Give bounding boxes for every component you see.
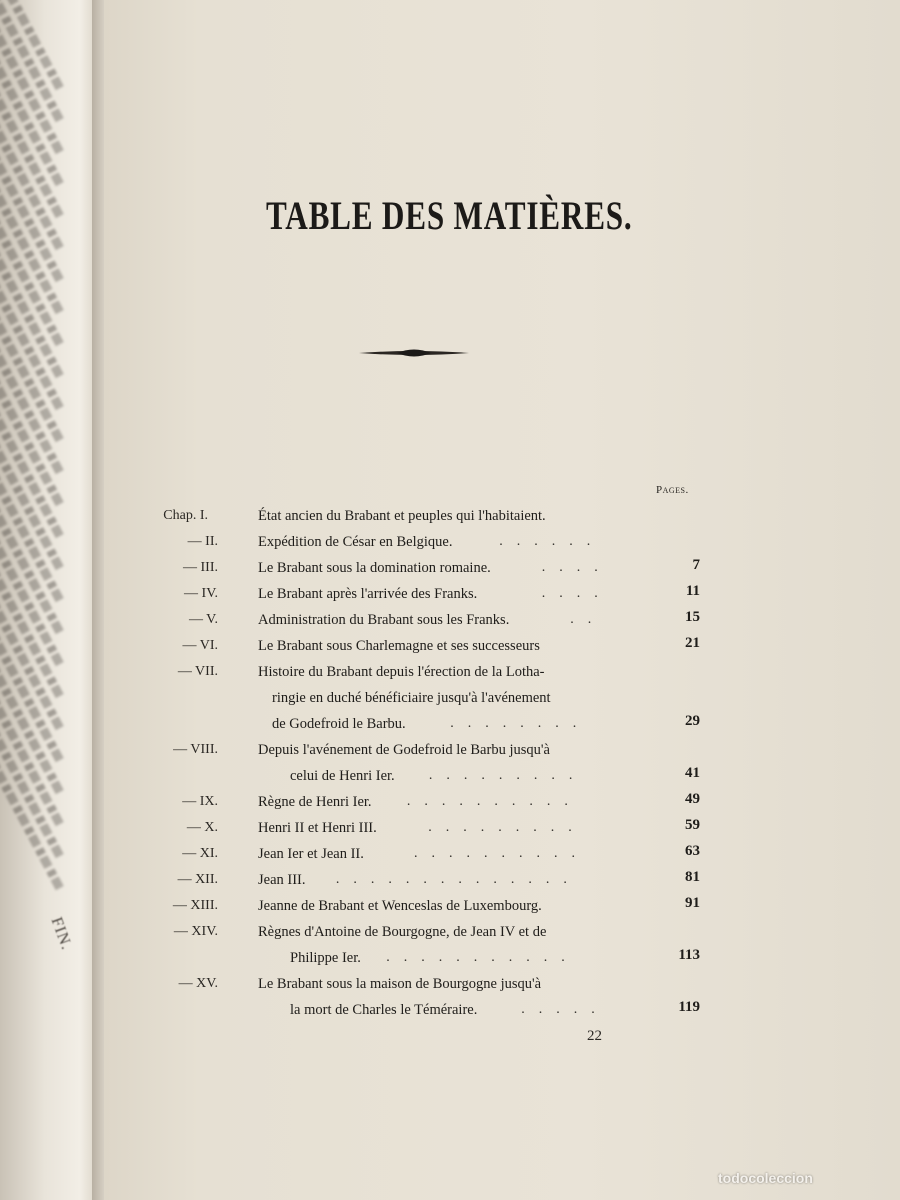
chapter-title-line: celui de Henri Ier. <box>290 768 395 784</box>
dot-leader: ..... <box>521 1002 609 1017</box>
chapter-number: — II. <box>187 534 218 549</box>
chapter-title-line: Règnes d'Antoine de Bourgogne, de Jean IV et de <box>258 924 547 940</box>
ornament-divider-icon <box>359 346 469 360</box>
page-number: 63 <box>685 843 700 859</box>
chapter-number: — XI. <box>182 846 218 861</box>
chapter-title-line: Philippe Ier. <box>290 950 361 966</box>
chapter-title-line: Depuis l'avénement de Godefroid le Barbu jusqu'à <box>258 742 550 758</box>
chapter-number: — XIV. <box>173 924 218 939</box>
page-number: 119 <box>678 999 700 1015</box>
chapter-title-line: ringie en duché bénéficiaire jusqu'à l'avénement <box>272 690 551 706</box>
chapter-title-line: de Godefroid le Barbu. <box>272 716 406 732</box>
watermark: todocoleccion <box>718 1170 813 1186</box>
page-number: 49 <box>685 791 700 807</box>
chapter-title-line: Le Brabant sous Charlemagne et ses successeurs <box>258 638 540 654</box>
page-number: 15 <box>685 609 700 625</box>
chapter-number: — XV. <box>178 976 218 991</box>
chapter-number: — VI. <box>182 638 218 653</box>
page-title: TABLE DES MATIÈRES. <box>266 193 633 238</box>
page-number: 29 <box>685 713 700 729</box>
chapter-title-line: Jean III. <box>258 872 306 888</box>
chapter-number: — XII. <box>177 872 218 887</box>
dot-leader: ........ <box>450 716 591 731</box>
right-page <box>104 0 900 1200</box>
dot-leader: ........... <box>386 950 579 965</box>
chapter-title-line: Administration du Brabant sous les Franks. <box>258 612 510 628</box>
dot-leader: .............. <box>335 872 581 887</box>
chapter-title-line: Henri II et Henri III. <box>258 820 377 836</box>
page-number: 81 <box>685 869 700 885</box>
chapter-title-line: État ancien du Brabant et peuples qui l'habitaient. <box>258 508 546 524</box>
signature-number: 22 <box>587 1028 602 1044</box>
chapter-number: Chap. I. <box>163 508 208 523</box>
chapter-title-line: la mort de Charles le Téméraire. <box>290 1002 478 1018</box>
chapter-number: — V. <box>188 612 218 627</box>
page-number: 91 <box>685 895 700 911</box>
dot-leader: .... <box>541 560 612 575</box>
chapter-title-line: Jeanne de Brabant et Wenceslas de Luxembourg. <box>258 898 542 914</box>
chapter-number: — VIII. <box>173 742 218 757</box>
chapter-number: — IX. <box>182 794 218 809</box>
dot-leader: .... <box>541 586 612 601</box>
dot-leader: ......... <box>428 820 586 835</box>
page-number: 59 <box>685 817 700 833</box>
pages-column-label: Pages. <box>656 484 689 496</box>
chapter-title-line: Jean Ier et Jean II. <box>258 846 364 862</box>
dot-leader: .......... <box>414 846 589 861</box>
page-number: 7 <box>692 557 700 573</box>
chapter-number: — XIII. <box>172 898 218 913</box>
page-number: 21 <box>685 635 700 651</box>
chapter-title-line: Histoire du Brabant depuis l'érection de la Lotha- <box>258 664 545 680</box>
chapter-title-line: Le Brabant après l'arrivée des Franks. <box>258 586 478 602</box>
chapter-number: — IV. <box>184 586 218 601</box>
left-page-fin: FIN. <box>47 915 76 953</box>
chapter-title-line: Expédition de César en Belgique. <box>258 534 453 550</box>
chapter-number: — VII. <box>177 664 218 679</box>
chapter-number: — III. <box>183 560 218 575</box>
chapter-number: — X. <box>186 820 218 835</box>
chapter-title-line: Règne de Henri Ier. <box>258 794 372 810</box>
dot-leader: .. <box>570 612 606 627</box>
dot-leader: .......... <box>406 794 582 809</box>
dot-leader: ......... <box>428 768 587 783</box>
dot-leader: ...... <box>499 534 605 549</box>
chapter-title-line: Le Brabant sous la domination romaine. <box>258 560 491 576</box>
page-number: 11 <box>685 583 700 599</box>
page-number: 113 <box>678 947 700 963</box>
left-page-bleed <box>0 0 100 1200</box>
page-number: 41 <box>685 765 700 781</box>
chapter-title-line: Le Brabant sous la maison de Bourgogne jusqu'à <box>258 976 542 992</box>
